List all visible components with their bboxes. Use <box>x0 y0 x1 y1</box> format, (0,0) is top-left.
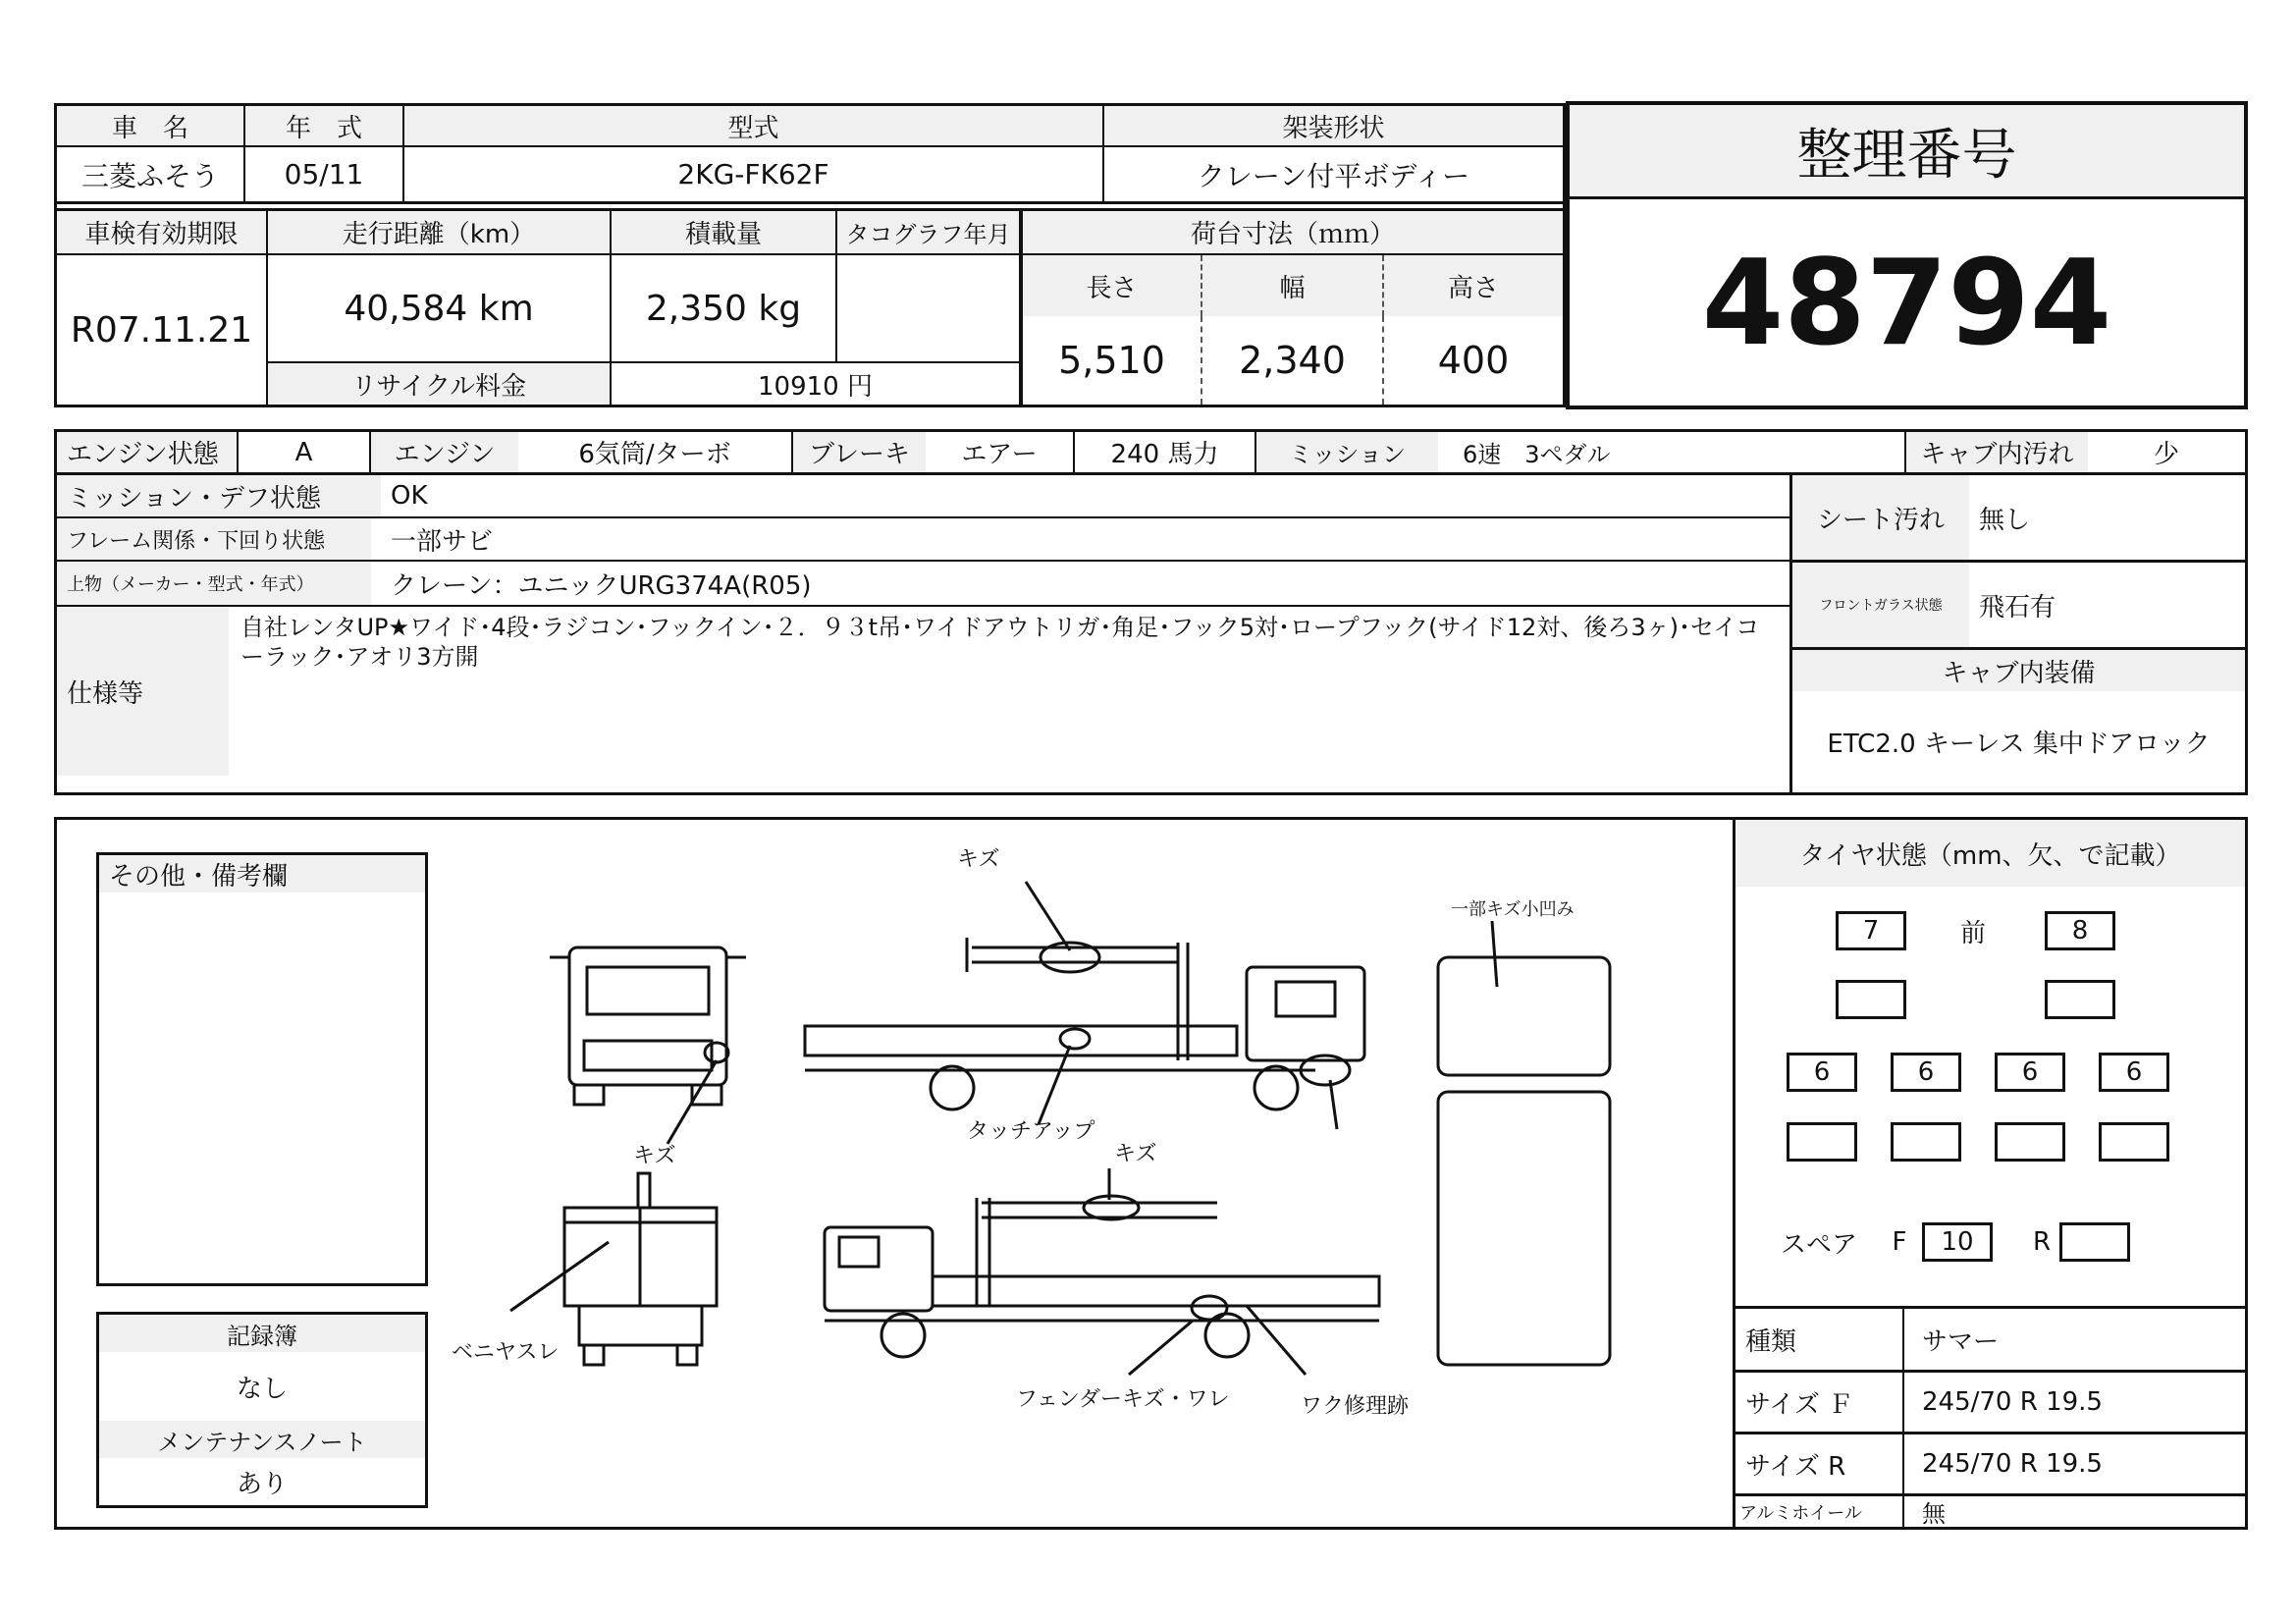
windshield-value: 飛石有 <box>1979 592 2056 622</box>
cab-equip-value: ETC2.0 キーレス 集中ドアロック <box>1827 730 2211 759</box>
note-crane-scratch: キズ <box>1114 1142 1157 1166</box>
model-value: 2KG-FK62F <box>404 147 1104 201</box>
size-r-value: 245/70 R 19.5 <box>1922 1449 2103 1479</box>
alloy-label: アルミホイール <box>1739 1502 1862 1524</box>
body-value: クレーン付平ボディー <box>1197 159 1470 192</box>
note-touch-up: タッチアップ <box>967 1119 1095 1144</box>
year-value: 05/11 <box>245 147 404 201</box>
note-fender: フェンダーキズ・ワレ <box>1016 1387 1230 1412</box>
tire-front-left: 7 <box>1836 911 1906 950</box>
remarks-label: その他・備考欄 <box>99 855 425 893</box>
engine-label: エンジン <box>371 432 518 472</box>
tire-rear-3-blank <box>1995 1122 2065 1162</box>
inspection-label: 車検有効期限 <box>57 211 268 255</box>
tire-front-left-blank <box>1836 980 1906 1019</box>
body-label: 架装形状 <box>1104 106 1563 147</box>
seat-dirt-value: 無し <box>1979 505 2031 535</box>
spare-r-value <box>2059 1222 2130 1262</box>
front-view-icon <box>550 947 746 1105</box>
mission-label: ミッション <box>1256 432 1438 472</box>
brake-value: エアー <box>926 432 1075 472</box>
spare-f-value: 10 <box>1922 1222 1993 1262</box>
note-front-scratch: キズ <box>633 1144 676 1168</box>
spec-line-2: ーラック･アオリ3方開 <box>240 643 479 671</box>
record-label: 記録簿 <box>99 1315 425 1352</box>
spare-r-label: R <box>2032 1227 2052 1257</box>
tire-front-label: 前 <box>1959 918 1986 948</box>
tire-rear-4: 6 <box>2099 1053 2169 1092</box>
tire-type-label: 種類 <box>1745 1326 1797 1357</box>
car-name-value: 三菱ふそう <box>57 147 245 201</box>
record-value: なし <box>236 1374 288 1404</box>
note-frame-repair: ワク修理跡 <box>1301 1394 1410 1419</box>
horsepower-value: 240 馬力 <box>1075 432 1256 472</box>
engine-state-value: A <box>239 432 371 472</box>
maintenance-value: あり <box>236 1469 288 1499</box>
tire-rear-1-blank <box>1787 1122 1857 1162</box>
load-label: 積載量 <box>612 211 837 255</box>
size-r-label: サイズ R <box>1745 1451 1846 1482</box>
mission-value: 6速 3ペダル <box>1453 432 1906 472</box>
size-f-label: サイズ Ｆ <box>1745 1389 1854 1420</box>
windshield-label: フロントガラス状態 <box>1792 563 1969 647</box>
tire-front-right-blank <box>2045 980 2115 1019</box>
tire-rear-2-blank <box>1891 1122 1961 1162</box>
cab-dirt-value: 少 <box>2153 440 2179 469</box>
maintenance-label: メンテナンスノート <box>99 1421 425 1458</box>
recycle-value: 10910 円 <box>612 363 1021 405</box>
spare-f-label: F <box>1892 1227 1907 1257</box>
tire-type-value: サマー <box>1922 1326 2000 1357</box>
cab-dirt-label: キャブ内汚れ <box>1906 432 2088 472</box>
tire-rear-2: 6 <box>1891 1053 1961 1092</box>
mission-diff-value: OK <box>391 481 428 511</box>
engine-value: 6気筒/ターボ <box>518 432 793 472</box>
size-f-value: 245/70 R 19.5 <box>1922 1387 2103 1417</box>
tires-label: タイヤ状態（mm、欠、で記載） <box>1735 820 2245 887</box>
top-view-icon <box>564 1173 717 1365</box>
cargo-dims-label: 荷台寸法（ｍｍ） <box>1021 211 1563 255</box>
car-name-label: 車 名 <box>57 106 245 147</box>
note-plywood: ベニヤスレ <box>452 1340 560 1365</box>
frame-label: フレーム関係・下回り状態 <box>57 518 371 560</box>
length-label: 長さ <box>1021 255 1202 316</box>
engine-state-label: エンジン状態 <box>57 432 239 472</box>
tire-rear-1: 6 <box>1787 1053 1857 1092</box>
load-value: 2,350 kg <box>612 255 837 363</box>
recycle-label: リサイクル料金 <box>268 363 612 405</box>
mileage-value: 40,584 km <box>268 255 612 363</box>
model-label: 型式 <box>404 106 1104 147</box>
brake-label: ブレーキ <box>793 432 926 472</box>
mission-diff-label: ミッション・デフ状態 <box>57 475 381 516</box>
tire-rear-3: 6 <box>1995 1053 2065 1092</box>
equipment-label: 上物（メーカー・型式・年式） <box>57 562 371 605</box>
note-top-scratch: キズ <box>957 847 1000 872</box>
tire-front-right: 8 <box>2045 911 2115 950</box>
height-value: 400 <box>1437 339 1510 382</box>
alloy-value: 無 <box>1922 1500 1946 1528</box>
equipment-value: クレーン：ユニックURG374A(R05) <box>391 570 812 601</box>
year-label: 年 式 <box>245 106 404 147</box>
dent-panel-small-icon <box>1438 957 1610 1075</box>
mileage-label: 走行距離（km） <box>268 211 612 255</box>
spec-label: 仕様等 <box>67 678 144 709</box>
height-label: 高さ <box>1384 255 1563 316</box>
cab-equip-label: キャブ内装備 <box>1792 650 2245 691</box>
side-view-left-icon <box>805 938 1364 1109</box>
spare-label: スペア <box>1780 1229 1857 1260</box>
width-label: 幅 <box>1202 255 1384 316</box>
inspection-value: R07.11.21 <box>57 255 268 405</box>
seat-dirt-label: シート汚れ <box>1792 475 1969 560</box>
tachograph-label: タコグラフ年月 <box>837 211 1021 255</box>
dent-panel-large-icon <box>1438 1092 1610 1365</box>
ref-label: 整理番号 <box>1570 105 2244 199</box>
note-dent: 一部キズ小凹み <box>1451 899 1575 920</box>
spec-line-1: 自社レンタUP★ワイド･4段･ラジコン･フックイン･２．９３t吊･ワイドアウトリガ･角足･フック5対･ロープフック(サイド12対、後ろ3ヶ)･セイコ <box>240 614 1760 641</box>
length-value: 5,510 <box>1021 316 1202 405</box>
side-view-right-icon <box>825 1198 1379 1357</box>
tire-rear-4-blank <box>2099 1122 2169 1162</box>
width-value: 2,340 <box>1202 316 1384 405</box>
ref-number: 48794 <box>1701 236 2112 372</box>
frame-value: 一部サビ <box>391 526 494 557</box>
